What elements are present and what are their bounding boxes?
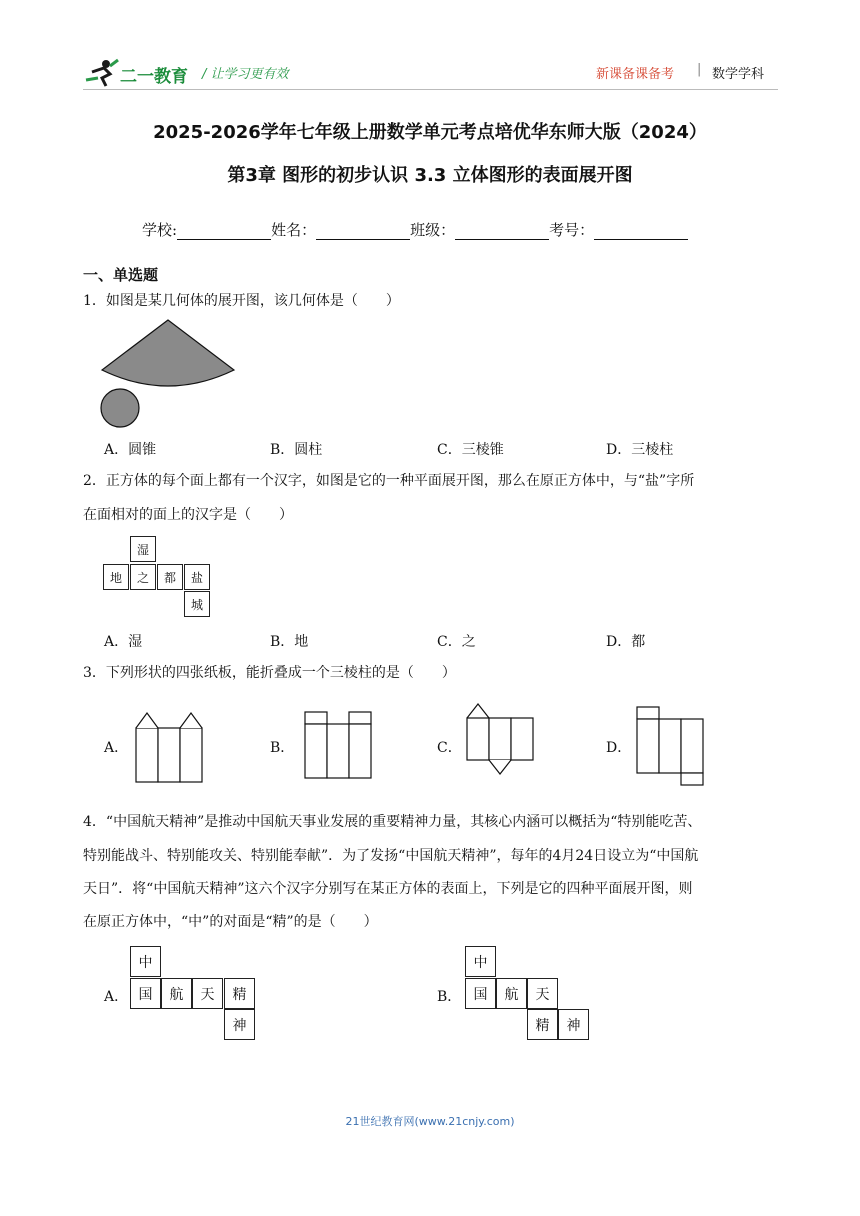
q4a-net-cell: 天 bbox=[192, 978, 223, 1009]
q2-net-cell: 城 bbox=[184, 591, 210, 617]
q4b-net-cell: 国 bbox=[465, 978, 496, 1009]
class-label: 班级： bbox=[410, 221, 456, 239]
school-label: 学校: bbox=[142, 221, 178, 239]
class-field[interactable] bbox=[455, 223, 549, 240]
section-title: 一、单选题 bbox=[83, 266, 159, 284]
q3-option-b[interactable]: B． bbox=[270, 740, 295, 756]
q2-option-d[interactable]: D．都 bbox=[606, 634, 646, 650]
q4b-net-cell: 神 bbox=[558, 1009, 589, 1040]
q2-net-cell: 地 bbox=[103, 564, 129, 590]
q1-option-a[interactable]: A．圆锥 bbox=[104, 442, 157, 458]
q2-net bbox=[102, 536, 214, 618]
q4-text-4: 在原正方体中，“中”的对面是“精”的是（ ） bbox=[83, 914, 378, 930]
q4-option-b[interactable]: B． bbox=[437, 989, 462, 1005]
q3-figure-a bbox=[134, 710, 206, 790]
slogan: / 让学习更有效 bbox=[202, 67, 289, 82]
name-field[interactable] bbox=[316, 223, 410, 240]
q4a-net-cell: 神 bbox=[224, 1009, 255, 1040]
page-title: 2025-2026学年七年级上册数学单元考点培优华东师大版（2024） bbox=[153, 122, 707, 143]
q1-text: 1．如图是某几何体的展开图，该几何体是（ ） bbox=[83, 293, 400, 309]
header-subject-left: 新课备课备考 bbox=[596, 67, 675, 82]
q4-text-2: 特别能战斗、特别能攻关、特别能奉献”．为了发扬“中国航天精神”，每年的4月24日设立为“中国航 bbox=[83, 848, 699, 864]
q4a-net-cell: 精 bbox=[224, 978, 255, 1009]
q4a-net-cell: 国 bbox=[130, 978, 161, 1009]
q2-option-b[interactable]: B．地 bbox=[270, 634, 309, 650]
school-field[interactable] bbox=[177, 223, 271, 240]
header-subject-right: 数学学科 bbox=[712, 67, 765, 82]
q3-figure-c bbox=[465, 703, 537, 777]
name-label: 姓名： bbox=[271, 221, 317, 239]
q3-option-d[interactable]: D． bbox=[606, 740, 632, 756]
q4b-net-cell: 中 bbox=[465, 946, 496, 977]
info-line bbox=[142, 219, 688, 240]
q4b-net-cell: 精 bbox=[527, 1009, 558, 1040]
header-rule bbox=[83, 89, 778, 90]
page-subtitle: 第3章 图形的初步认识 3.3 立体图形的表面展开图 bbox=[227, 165, 633, 186]
q1-figure bbox=[98, 318, 238, 430]
q2-net-cell: 之 bbox=[130, 564, 156, 590]
header-separator: | bbox=[697, 62, 702, 77]
q2-option-a[interactable]: A．湿 bbox=[104, 634, 143, 650]
header bbox=[0, 0, 860, 95]
q4-text-3: 天日”．将“中国航天精神”这六个汉字分别写在某正方体的表面上，下列是它的四种平面展开图，则 bbox=[83, 881, 693, 897]
q3-text: 3．下列形状的四张纸板，能折叠成一个三棱柱的是（ ） bbox=[83, 665, 456, 681]
q3-figure-b bbox=[303, 710, 375, 782]
q4a-net-cell: 航 bbox=[161, 978, 192, 1009]
q4b-net-cell: 航 bbox=[496, 978, 527, 1009]
logo-text: 二一教育 bbox=[120, 67, 188, 87]
footer-link[interactable]: 21世纪教育网(www.21cnjy.com) bbox=[345, 1115, 515, 1128]
q1-option-c[interactable]: C．三棱锥 bbox=[437, 442, 504, 458]
number-field[interactable] bbox=[594, 223, 688, 240]
logo-icon bbox=[84, 58, 120, 88]
q3-figure-d bbox=[635, 705, 707, 789]
q4-option-a[interactable]: A． bbox=[104, 989, 129, 1005]
q2-text-1: 2．正方体的每个面上都有一个汉字，如图是它的一种平面展开图，那么在原正方体中，与“盐”字所 bbox=[83, 473, 695, 489]
q4-net-a bbox=[130, 946, 258, 1042]
q2-net-cell: 都 bbox=[157, 564, 183, 590]
q2-net-cell: 盐 bbox=[184, 564, 210, 590]
q4a-net-cell: 中 bbox=[130, 946, 161, 977]
q1-option-b[interactable]: B．圆柱 bbox=[270, 442, 323, 458]
q4-net-b bbox=[465, 946, 593, 1042]
q3-option-a[interactable]: A． bbox=[104, 740, 129, 756]
q2-option-c[interactable]: C．之 bbox=[437, 634, 476, 650]
number-label: 考号： bbox=[549, 221, 595, 239]
q4b-net-cell: 天 bbox=[527, 978, 558, 1009]
q1-option-d[interactable]: D．三棱柱 bbox=[606, 442, 674, 458]
q4-text-1: 4．“中国航天精神”是推动中国航天事业发展的重要精神力量，其核心内涵可以概括为“特别能吃苦、 bbox=[83, 814, 702, 830]
q2-net-cell: 湿 bbox=[130, 536, 156, 562]
q3-option-c[interactable]: C． bbox=[437, 740, 462, 756]
q2-text-2: 在面相对的面上的汉字是（ ） bbox=[83, 507, 293, 523]
